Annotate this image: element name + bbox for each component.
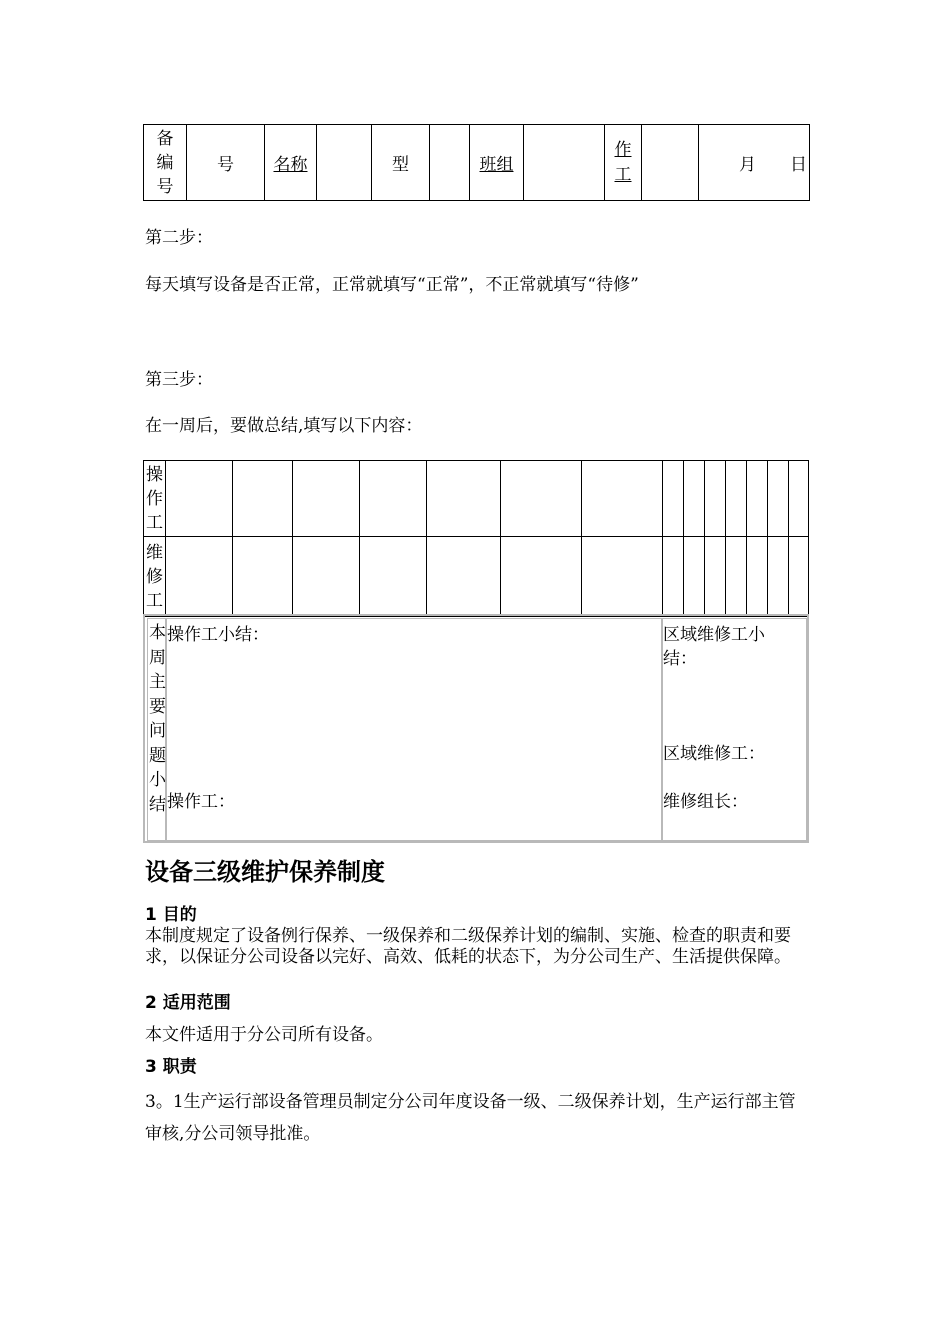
status-cell[interactable] — [684, 537, 705, 617]
weekly-status-table — [143, 460, 809, 617]
cell-team: 班组 — [470, 125, 524, 201]
repair-leader-label: 维修组长： — [663, 792, 748, 812]
status-cell[interactable] — [360, 537, 427, 617]
status-cell[interactable] — [726, 537, 747, 617]
row-label-repairer: 维修工 — [144, 537, 166, 617]
cell-operator: 作工 — [605, 125, 642, 201]
cell-blank — [524, 125, 605, 201]
area-worker-label: 区域维修工： — [663, 744, 765, 764]
step2-text: 每天填写设备是否正常，正常就填写“正常”，不正常就填写“待修” — [145, 275, 639, 295]
section2-heading: 2 适用范围 — [145, 993, 231, 1013]
cell-number: 号 — [187, 125, 265, 201]
status-cell[interactable] — [293, 461, 360, 537]
cell-blank — [642, 125, 699, 201]
area-summary-label: 区域维修工小结： — [663, 625, 765, 669]
status-cell[interactable] — [747, 461, 768, 537]
weekly-summary-table — [143, 614, 809, 843]
summary-side-label: 本周主要问题小结 — [149, 623, 166, 815]
section3-text: 3。1生产运行部设备管理员制定分公司年度设备一级、二级保养计划，生产运行部主管审核,分公司领导批准。 — [145, 1092, 796, 1144]
area-repair-summary-cell[interactable] — [662, 618, 807, 841]
step2-title: 第二步： — [145, 228, 213, 248]
status-cell[interactable] — [166, 537, 233, 617]
status-cell[interactable] — [501, 461, 582, 537]
operator-sign-label: 操作工： — [167, 792, 235, 812]
status-cell[interactable] — [684, 461, 705, 537]
section1-text: 本制度规定了设备例行保养、一级保养和二级保养计划的编制、实施、检查的职责和要求，以保证分公司设备以完好、高效、低耗的状态下，为分公司生产、生活提供保障。 — [145, 926, 791, 967]
summary-side-cell — [147, 618, 166, 841]
status-cell[interactable] — [427, 461, 501, 537]
status-cell[interactable] — [233, 537, 293, 617]
status-cell[interactable] — [427, 537, 501, 617]
cell-blank — [317, 125, 372, 201]
status-cell[interactable] — [705, 461, 726, 537]
section2-text: 本文件适用于分公司所有设备。 — [145, 1025, 383, 1045]
section3-heading: 3 职责 — [145, 1057, 197, 1077]
status-cell[interactable] — [789, 461, 809, 537]
cell-name: 名称 — [265, 125, 317, 201]
step3-title: 第三步： — [145, 370, 213, 390]
status-cell[interactable] — [663, 461, 684, 537]
status-cell[interactable] — [768, 537, 789, 617]
status-cell[interactable] — [726, 461, 747, 537]
status-cell[interactable] — [768, 461, 789, 537]
status-cell[interactable] — [360, 461, 427, 537]
cell-blank — [430, 125, 470, 201]
status-cell[interactable] — [705, 537, 726, 617]
status-cell[interactable] — [166, 461, 233, 537]
equipment-header-table — [143, 124, 810, 201]
status-cell[interactable] — [501, 537, 582, 617]
status-cell[interactable] — [747, 537, 768, 617]
section1-heading: 1 目的 — [145, 905, 197, 925]
cell-date: 月 日 — [699, 125, 810, 201]
cell-equipment-number: 备编号 — [144, 125, 187, 201]
operator-summary-label: 操作工小结： — [167, 625, 269, 645]
status-cell[interactable] — [233, 461, 293, 537]
status-cell[interactable] — [582, 461, 663, 537]
status-cell[interactable] — [582, 537, 663, 617]
step3-text: 在一周后，要做总结,填写以下内容： — [145, 416, 423, 436]
status-cell[interactable] — [293, 537, 360, 617]
status-cell[interactable] — [663, 537, 684, 617]
document-title: 设备三级维护保养制度 — [145, 858, 385, 886]
operator-summary-cell[interactable] — [166, 618, 662, 841]
cell-model: 型 — [372, 125, 430, 201]
status-cell[interactable] — [789, 537, 809, 617]
row-label-operator: 操作工 — [144, 461, 166, 537]
